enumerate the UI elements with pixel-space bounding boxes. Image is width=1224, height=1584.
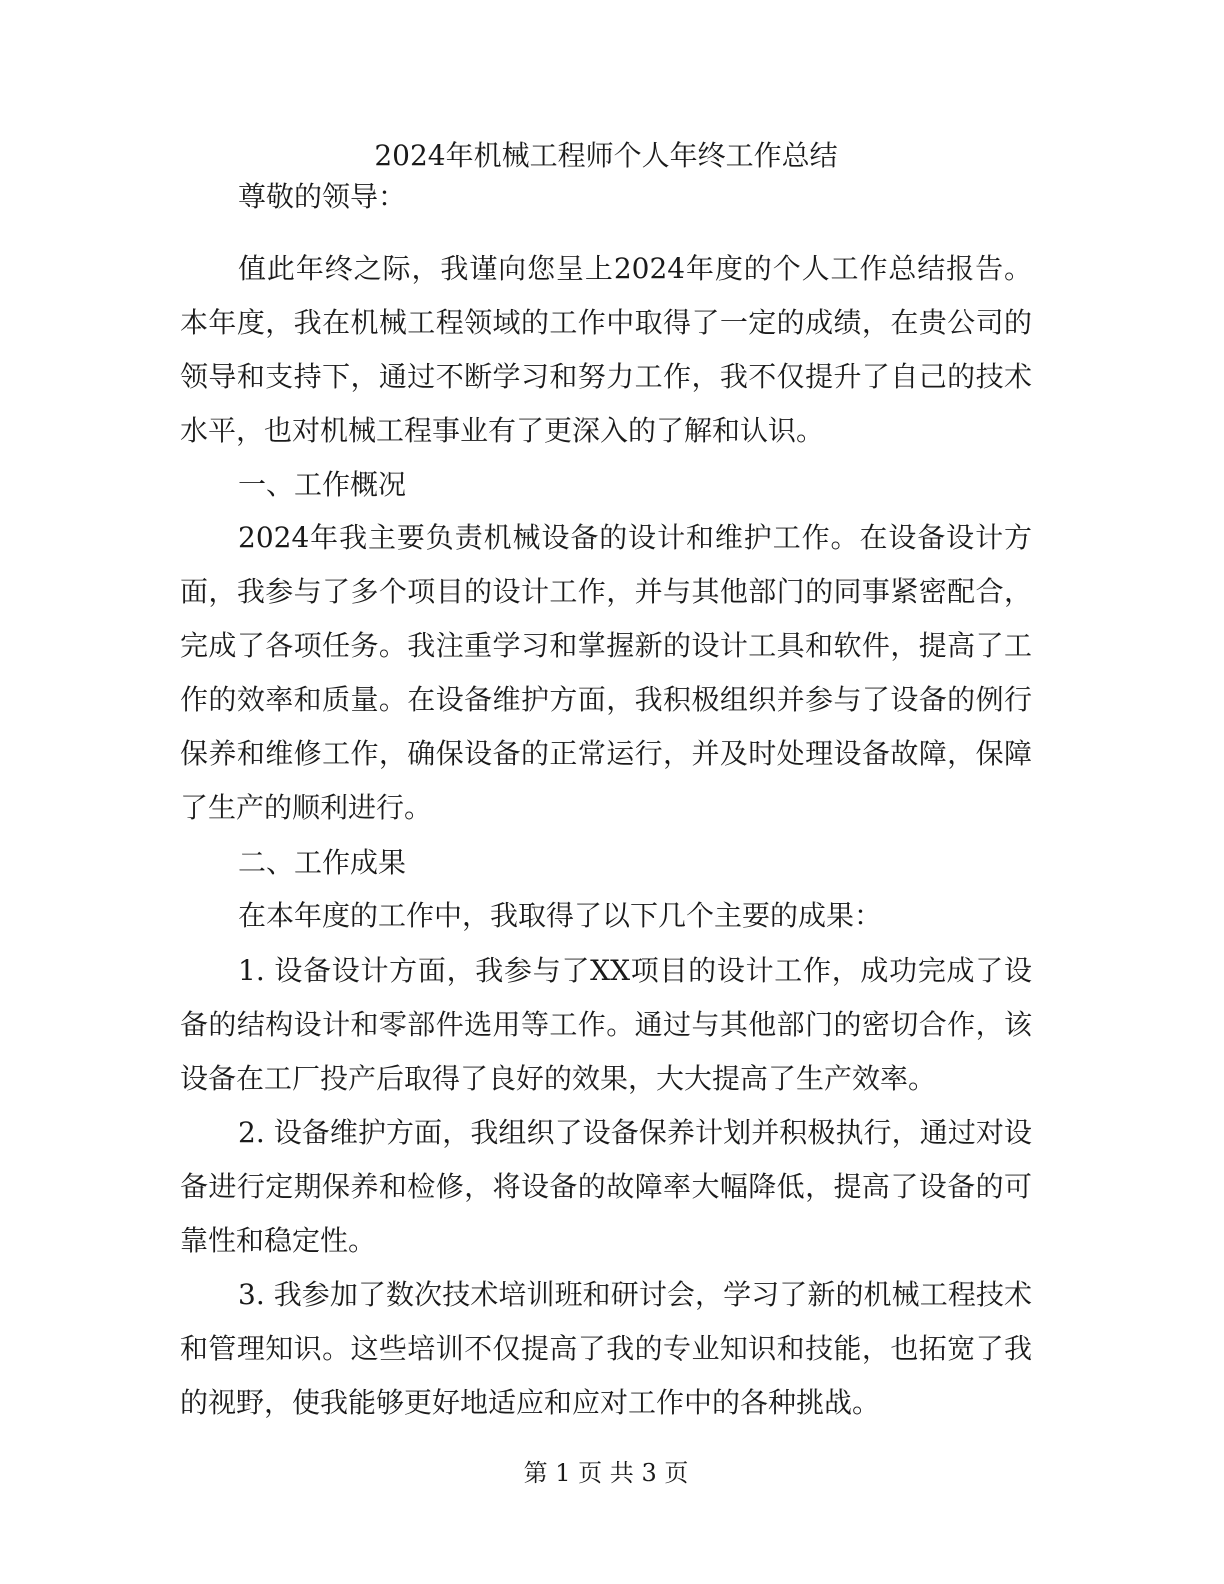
intro-paragraph: 值此年终之际，我谨向您呈上2024年度的个人工作总结报告。本年度，我在机械工程领域的工作中取得了一定的成绩，在贵公司的领导和支持下，通过不断学习和努力工作，我不仅提升了自己的技术水平，也对机械工程事业有了更深入的了解和认识。 [180,252,1032,447]
results-intro-paragraph: 在本年度的工作中，我取得了以下几个主要的成果： [238,899,883,932]
result-item-2: 2. 设备维护方面，我组织了设备保养计划并积极执行，通过对设备进行定期保养和检修，将设备的故障率大幅降低，提高了设备的可靠性和稳定性。 [180,1116,1032,1257]
salutation: 尊敬的领导： [238,180,407,213]
section-heading-overview: 一、工作概况 [238,468,407,501]
section-heading-results: 二、工作成果 [238,846,407,879]
document-page [180,0,1032,1584]
page-number-footer: 第 1 页 共 3 页 [523,1459,689,1487]
result-item-1: 1. 设备设计方面，我参与了XX项目的设计工作，成功完成了设备的结构设计和零部件选用等工作。通过与其他部门的密切合作，该设备在工厂投产后取得了良好的效果，大大提高了生产效率。 [180,954,1032,1095]
page-title: 2024年机械工程师个人年终工作总结 [374,139,838,172]
result-item-3: 3. 我参加了数次技术培训班和研讨会，学习了新的机械工程技术和管理知识。这些培训不仅提高了我的专业知识和技能，也拓宽了我的视野，使我能够更好地适应和应对工作中的各种挑战。 [180,1278,1032,1419]
overview-paragraph: 2024年我主要负责机械设备的设计和维护工作。在设备设计方面，我参与了多个项目的设计工作，并与其他部门的同事紧密配合，完成了各项任务。我注重学习和掌握新的设计工具和软件，提高了工作的效率和质量。在设备维护方面，我积极组织并参与了设备的例行保养和维修工作，确保设备的正常运行，并及时处理设备故障，保障了生产的顺利进行。 [180,521,1032,824]
